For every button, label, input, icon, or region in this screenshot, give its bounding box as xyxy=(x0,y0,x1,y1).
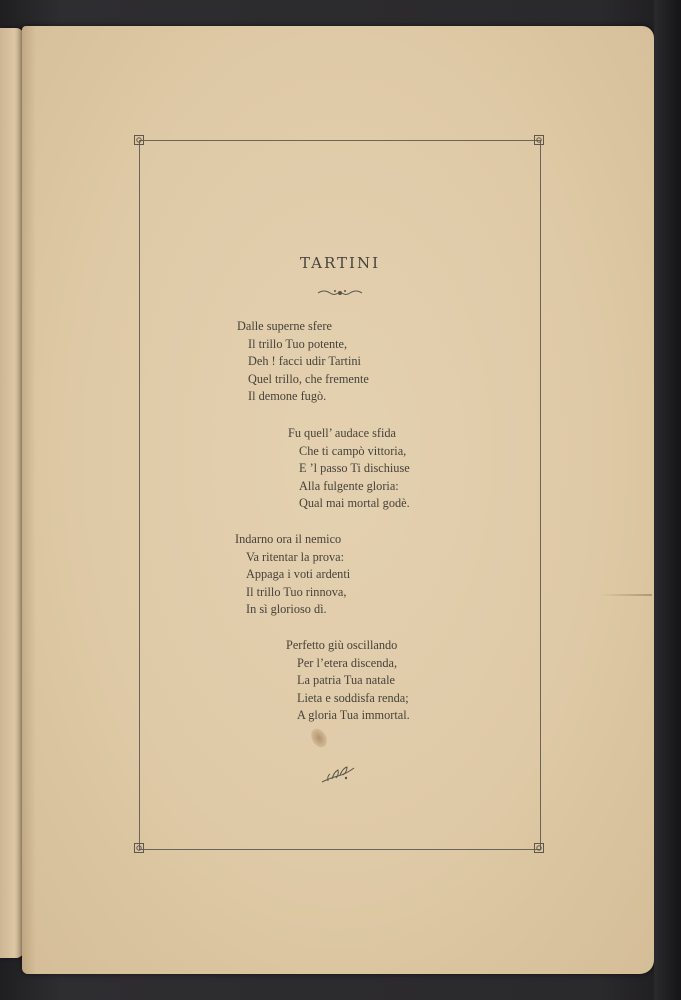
paper-crease xyxy=(600,594,652,596)
stanza-1 xyxy=(237,318,369,406)
verse-line: Va ritentar la prova: xyxy=(246,549,344,564)
scan-right-edge xyxy=(654,0,681,1000)
verse-line: Quel trillo, che fremente xyxy=(248,371,369,386)
stanza-3 xyxy=(235,531,350,619)
verse-line: La patria Tua natale xyxy=(297,673,396,687)
verse-line: Fu quell’ audace sfida xyxy=(288,426,397,440)
verse-line: Lieta e soddisfa renda; xyxy=(297,690,409,705)
verse-line: Dalle superne sfere xyxy=(237,319,332,333)
verse-line: Il demone fugò. xyxy=(248,389,327,403)
verse-line: Per l’etera discenda, xyxy=(297,655,398,670)
book-page xyxy=(22,26,654,974)
verse-line: Indarno ora il nemico xyxy=(235,532,342,546)
verse-line: A gloria Tua immortal. xyxy=(297,708,410,722)
verse-line: E ’l passo Ti dischiuse xyxy=(299,461,410,475)
gutter-shadow xyxy=(22,26,36,974)
poem-title: TARTINI xyxy=(299,254,381,272)
verse-line: Che ti campò vittoria, xyxy=(299,443,407,458)
verse-line: Alla fulgente gloria: xyxy=(299,478,399,493)
end-ornament-icon xyxy=(320,764,356,786)
stanza-2 xyxy=(288,425,410,513)
verse-line: Deh ! facci udir Tartini xyxy=(248,354,361,368)
left-page-edge xyxy=(0,28,24,958)
corner-rosette-icon xyxy=(133,134,145,146)
verse-line: Qual mai mortal godè. xyxy=(299,496,410,510)
verse-line: Perfetto giù oscillando xyxy=(286,638,398,652)
verse-line: In sì glorioso dì. xyxy=(246,602,327,616)
verse-line: Il trillo Tuo potente, xyxy=(248,336,348,351)
corner-rosette-icon xyxy=(533,134,545,146)
stanza-4 xyxy=(286,637,410,725)
fleuron-ornament-icon xyxy=(316,287,364,299)
verse-line: Il trillo Tuo rinnova, xyxy=(246,584,347,599)
corner-rosette-icon xyxy=(533,842,545,854)
verse-line: Appaga i voti ardenti xyxy=(246,567,351,581)
corner-rosette-icon xyxy=(133,842,145,854)
